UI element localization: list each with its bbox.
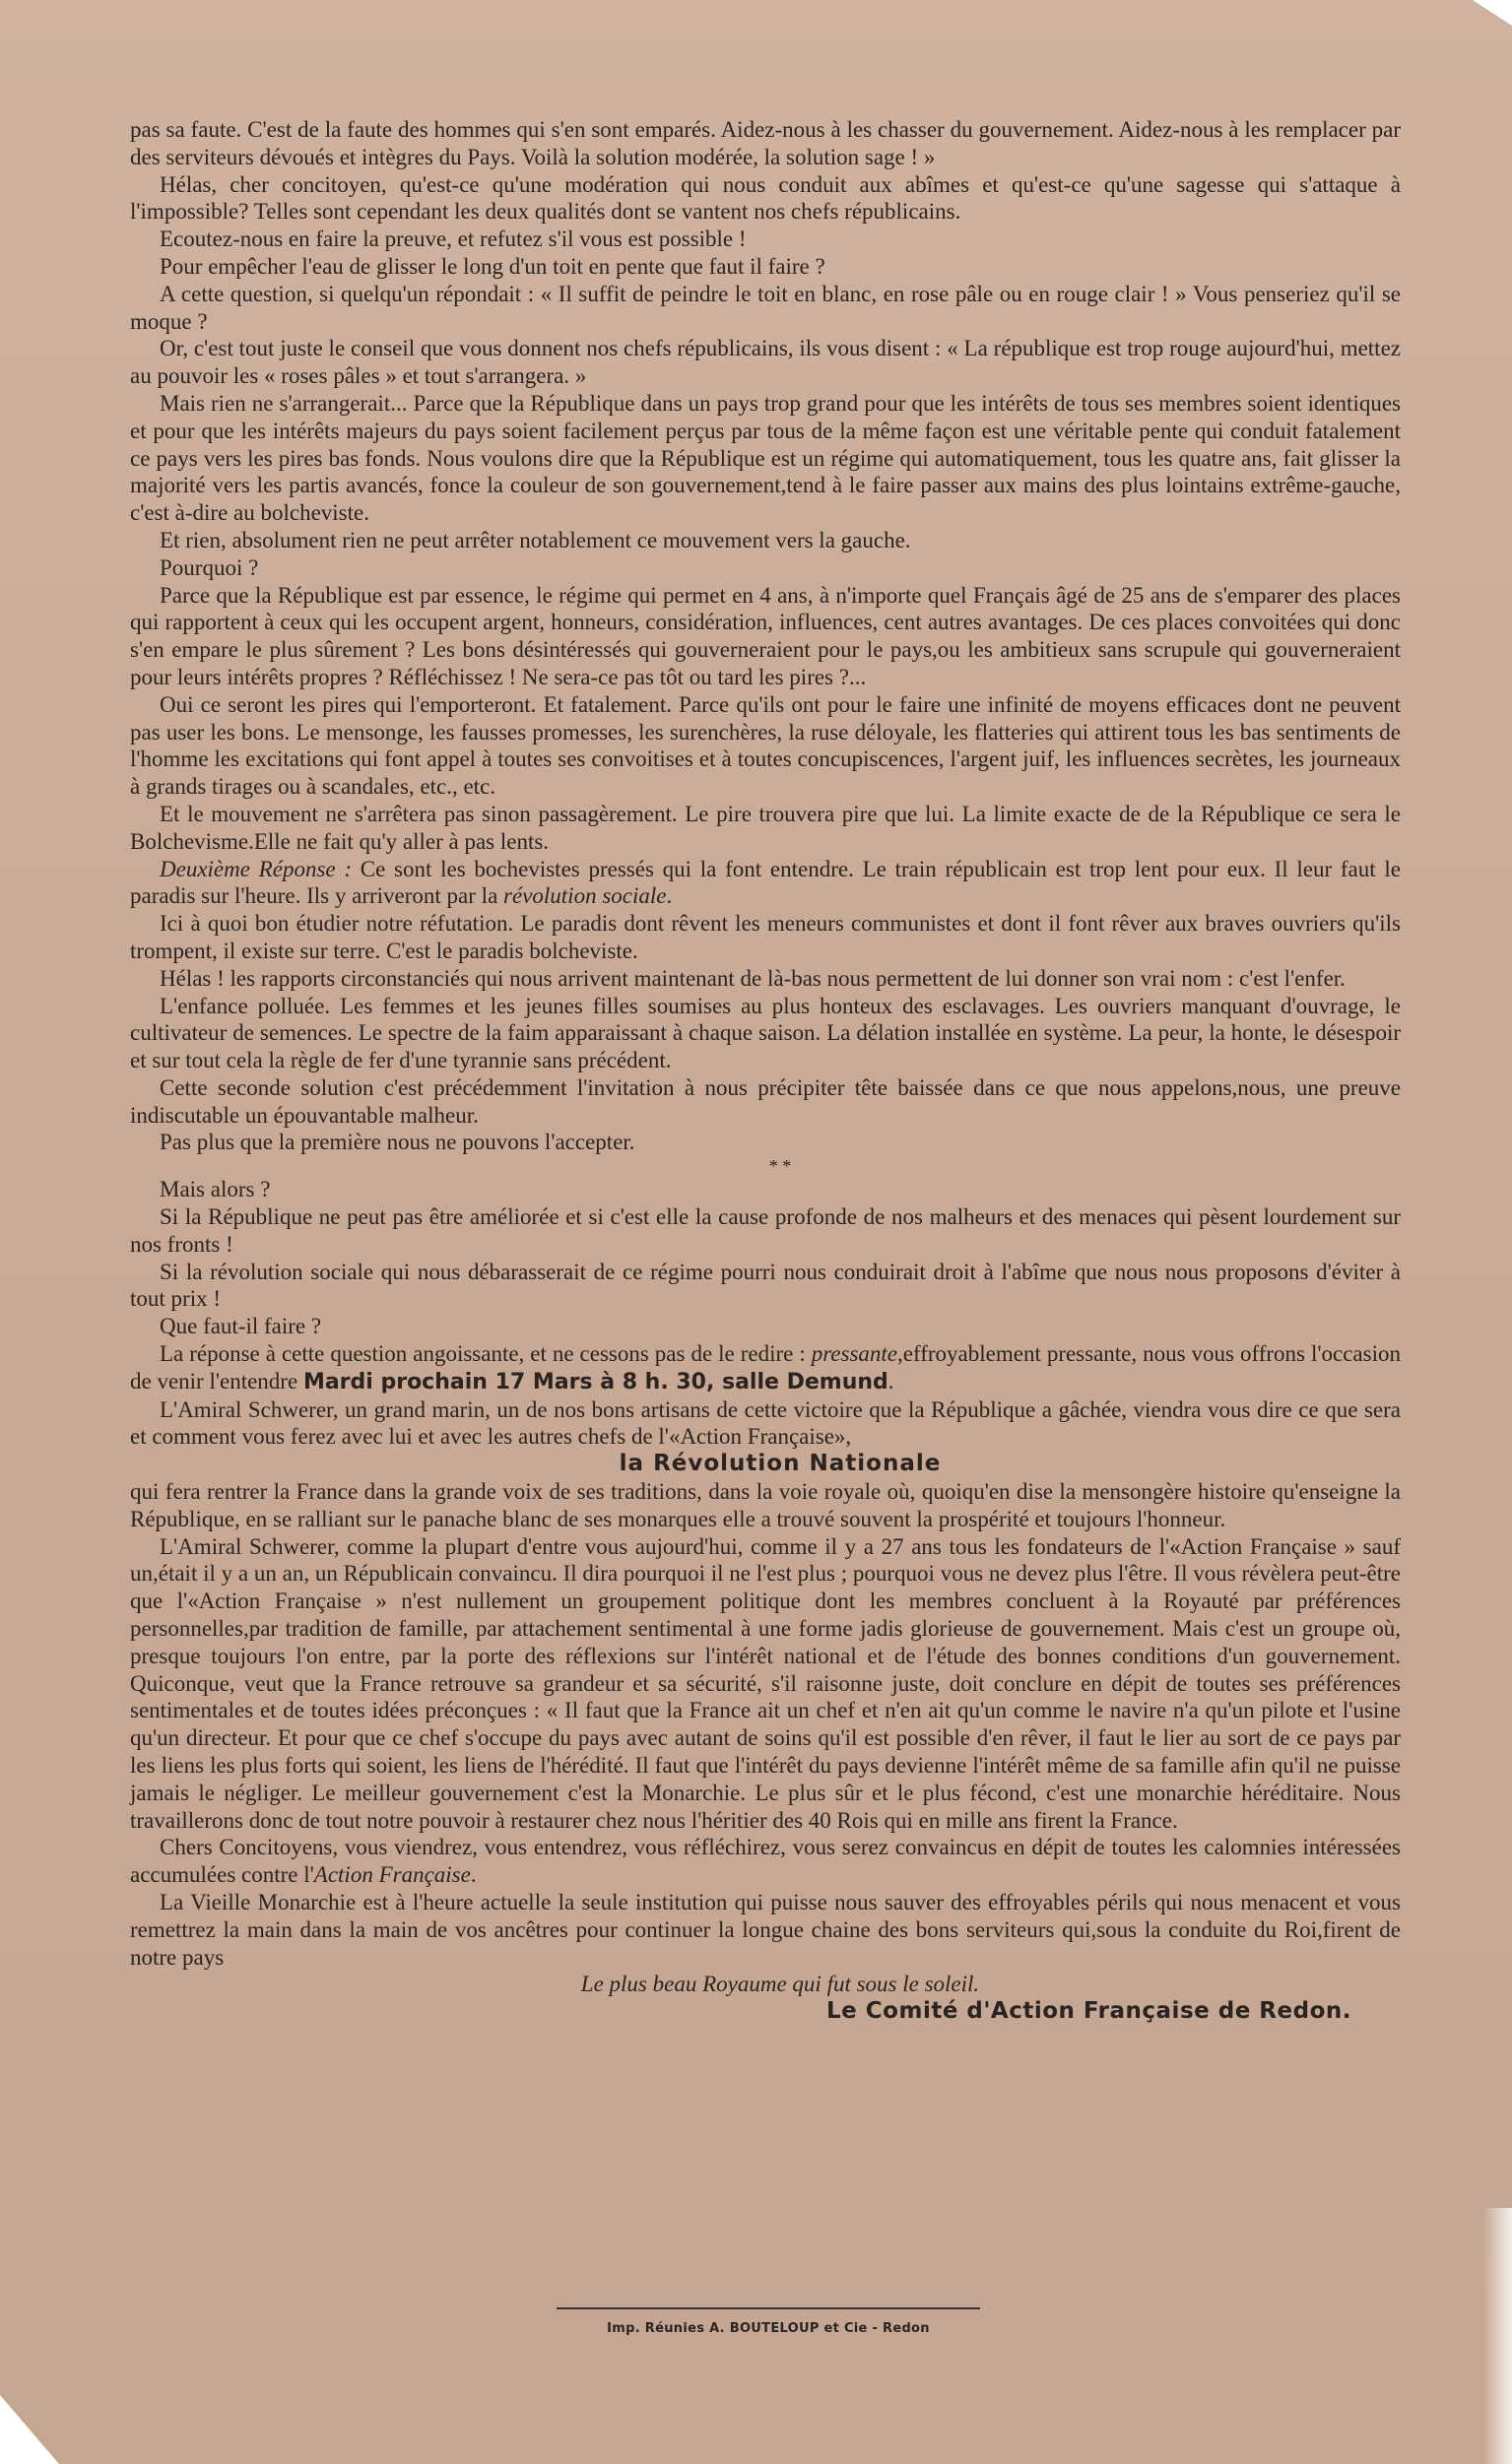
paragraph: Que faut-il faire ? [160,1314,322,1339]
paragraph: Cette seconde solution c'est précédemment l'invitation à nous précipiter tête baissée dans ce que nous appelons,nous, une preuve indiscutable un épouvantable malheur. [130,1074,1401,1128]
revolution-heading: la Révolution Nationale [619,1451,942,1477]
italic-run: Action Française [313,1862,471,1888]
paragraph: L'enfance polluée. Les femmes et les jeunes filles soumises au plus honteux des esclavages. Les ouvriers manquant d'ouvrage, le cultivateur de semences. Le spectre de la faim apparaissant à chaque saison. La délation installée en système. La peur, la honte, le désespoir et sur tout cela la règle de fer d'une tyrannie sans précédent. [130,993,1401,1073]
paragraph: Oui ce seront les pires qui l'emporteront. Et fatalement. Parce qu'ils ont pour le faire une infinité de moyens efficaces dont ne peuvent pas user les bons. Le mensonge, les fausses promesses, les surenchères, la ruse déloyale, les flatteries qui attirent tous les bas sentiments de l'homme les excitations qui font appel à toutes ses convoitises et à toutes concupiscences, l'argent juif, les influences secrètes, les journeaux à grands tirages ou à scandales, etc., etc. [130,691,1401,800]
paragraph: L'Amiral Schwerer, un grand marin, un de nos bons artisans de cette victoire que la République a gâchée, viendra vous dire ce que sera et comment vous ferez avec lui et avec les autres chefs de l'«Action Française», [130,1396,1401,1450]
text-run: . [887,1368,894,1394]
paragraph: Pas plus que la première nous ne pouvons l'accepter. [160,1130,635,1155]
paragraph: Si la révolution sociale qui nous débarasserait de ce régime pourri nous conduirait droit à l'abîme que nous nous proposons d'éviter à tout prix ! [130,1259,1401,1312]
paragraph: Parce que la République est par essence, le régime qui permet en 4 ans, à n'importe quel Français âgé de 25 ans de s'emparer des places qui rapportent à ceux qui les occupent argent, honneurs, considération, influences, cent autres avantages. De ces places convoitées qui donc s'en empare le plus sûrement ? Les bons désintéressés qui gouverneraient pour le pays,ou les ambitieux sans scrupule qui gouverneraient pour leurs intérêts propres ? Réfléchissez ! Ne sera-ce pas tôt ou tard les pires ?... [130,582,1401,689]
paragraph: Mais alors ? [160,1177,271,1202]
paragraph: Et le mouvement ne s'arrêtera pas sinon passagèrement. Le pire trouvera pire que lui. La limite exacte de de la République ce sera le Bolchevisme.Elle ne fait qu'y aller à pas lents. [130,801,1401,854]
torn-corner [1473,0,1512,26]
paragraph: Hélas, cher concitoyen, qu'est-ce qu'une modération qui nous conduit aux abîmes et qu'est-ce qu'une sagesse qui s'attaque à l'impossible? Telles sont cependant les deux qualités dont se vantent nos chefs républicains. [130,171,1401,225]
paragraph: Ecoutez-nous en faire la preuve, et refutez s'il vous est possible ! [160,227,747,252]
motto: Le plus beau Royaume qui fut sous le soleil. [580,1972,980,1997]
section-separator: * * [768,1156,792,1177]
deuxieme-reponse-label: Deuxième Réponse : [160,856,353,881]
meeting-date: Mardi prochain 17 Mars à 8 h. 30, salle Demund [302,1369,888,1394]
paragraph-concitoyens [130,1834,1401,1889]
paragraph: Et rien, absolument rien ne peut arrêter notablement ce mouvement vers la gauche. [160,527,911,552]
paragraph: A cette question, si quelqu'un répondait : « Il suffit de peindre le toit en blanc, en rose pâle ou en rouge clair ! » Vous penseriez qu'il se moque ? [130,281,1401,334]
paragraph: pas sa faute. C'est de la faute des hommes qui s'en sont emparés. Aidez-nous à les chasser du gouvernement. Aidez-nous à les remplacer par des serviteurs dévoués et intègres du Pays. Voilà la solution modérée, la solution sage ! » [130,117,1401,169]
text-run: . [470,1862,477,1888]
signature: Le Comité d'Action Française de Redon. [826,1998,1351,2025]
paragraph: L'Amiral Schwerer, comme la plupart d'entre vous aujourd'hui, comme il y a 27 ans tous les fondateurs de l'«Action Française » sauf un,était il y a un an, un Républicain convaincu. Il dira pourquoi il ne l'est plus ; pourquoi vous ne devez plus l'être. Il vous révèlera peut-être que l'«Action Française » n'est nullement un groupement politique dont les membres concluent à la Royauté par préférences personnelles,par tradition de famille, par attachement sentimental à une forme jadis glorieuse de gouvernement. Mais c'est un groupe où, presque toujours l'on entre, par la porte des réflexions sur l'intérêt national et de l'étude des bonnes conditions d'un gouvernement. Quiconque, veut que la France retrouve sa grandeur et sa sécurité, s'il raisonne juste, doit conclure en dépit de toutes ses préférences sentimentales et de toutes idées préconçues : « Il faut que la France ait un chef et n'en ait qu'un comme le navire n'a qu'un pilote et l'usine qu'un directeur. Et pour que ce chef s'occupe du pays avec autant de soins qu'il est possible d'en rêver, il faut le lier au sort de ce pays par les liens les plus forts qui soient, les liens de l'hérédité. Il faut que l'intérêt du pays devienne l'intérêt même de sa famille afin qu'il ne puisse jamais le négliger. Le meilleur gouvernement c'est la Monarchie. Le plus sûr et le plus fécond, c'est une monarchie héréditaire. Nous travaillerons donc de tout notre pouvoir à restaurer chez nous l'héritier des 40 Rois qui en mille ans firent la France. [130,1533,1401,1833]
paragraph: Si la République ne peut pas être améliorée et si c'est elle la cause profonde de nos malheurs et des menaces qui pèsent lourdement sur nos fronts ! [130,1204,1401,1257]
torn-corner [0,2395,59,2464]
printer-imprint: Imp. Réunies A. BOUTELOUP et Cie - Redon [607,2321,930,2336]
paragraph: Ici à quoi bon étudier notre réfutation. Le paradis dont rêvent les meneurs communistes et dont il font rêver aux braves ouvriers qu'ils trompent, il existe sur terre. C'est le paradis bolcheviste. [130,911,1401,963]
text-run: Chers Concitoyens, vous viendrez, vous entendrez, vous réfléchirez, vous serez convaincus en dépit de toutes les calomnies intéressées accumulées contre l' [130,1835,1401,1888]
paragraph: Pour empêcher l'eau de glisser le long d'un toit en pente que faut il faire ? [160,253,825,279]
paragraph: Pourquoi ? [160,554,259,580]
paragraph-deuxieme-reponse [130,856,1401,911]
italic-run: pressante [811,1341,898,1367]
paper-edge [1482,2208,1512,2464]
paragraph: La Vieille Monarchie est à l'heure actuelle la seule institution qui puisse nous sauver des effroyables périls qui nous menacent et vous remettrez la main dans la main de vos ancêtres pour continuer la longue chaine des bons serviteurs qui,sous la conduite du Roi,firent de notre pays [130,1890,1401,1970]
paragraph: qui fera rentrer la France dans la grande voix de ses traditions, dans la voie royale où, quoiqu'en dise la mensongère histoire qu'enseigne la République, en se ralliant sur le panache blanc de ses monarques elle a trouvé souvent la prospérité et toujours l'honneur. [130,1479,1401,1531]
text-run: ,effroyablement pressante, nous vous offrons l'occasion de venir l'entendre [130,1341,1401,1394]
paragraph-reponse [130,1340,1401,1396]
text-run: Ce sont les bochevistes pressés qui la font entendre. Le train républicain est trop lent pour eux. Il leur faut le paradis sur l'heure. Ils y arriveront par la [130,856,1401,909]
text-run: La réponse à cette question angoissante, et ne cessons pas de le redire : [160,1341,812,1367]
footer-rule [557,2307,980,2309]
italic-run: révolution sociale [503,883,667,909]
paragraph: Mais rien ne s'arrangerait... Parce que la République dans un pays trop grand pour que les intérêts de tous ses membres soient identiques et pour que les intérêts majeurs du pays soient facilement perçus par tous de la même façon est une véritable pente qui conduit fatalement ce pays vers les pires bas fonds. Nous voulons dire que la République est un régime qui automatiquement, tous les quatre ans, fait glisser la majorité vers les partis avancés, fonce la couleur de son gouvernement,tend à le faire passer aux mains des plus lointains extrême-gauche, c'est à-dire au bolcheviste. [130,390,1401,526]
text-run: . [666,883,673,909]
paragraph: Hélas ! les rapports circonstanciés qui nous arrivent maintenant de là-bas nous permettent de lui donner son vrai nom : c'est l'enfer. [160,965,1346,991]
leaflet-body [130,116,1401,2026]
paragraph: Or, c'est tout juste le conseil que vous donnent nos chefs républicains, ils vous disent : « La république est trop rouge aujourd'hui, mettez au pouvoir les « roses pâles » et tout s'arrangera. » [130,336,1401,389]
